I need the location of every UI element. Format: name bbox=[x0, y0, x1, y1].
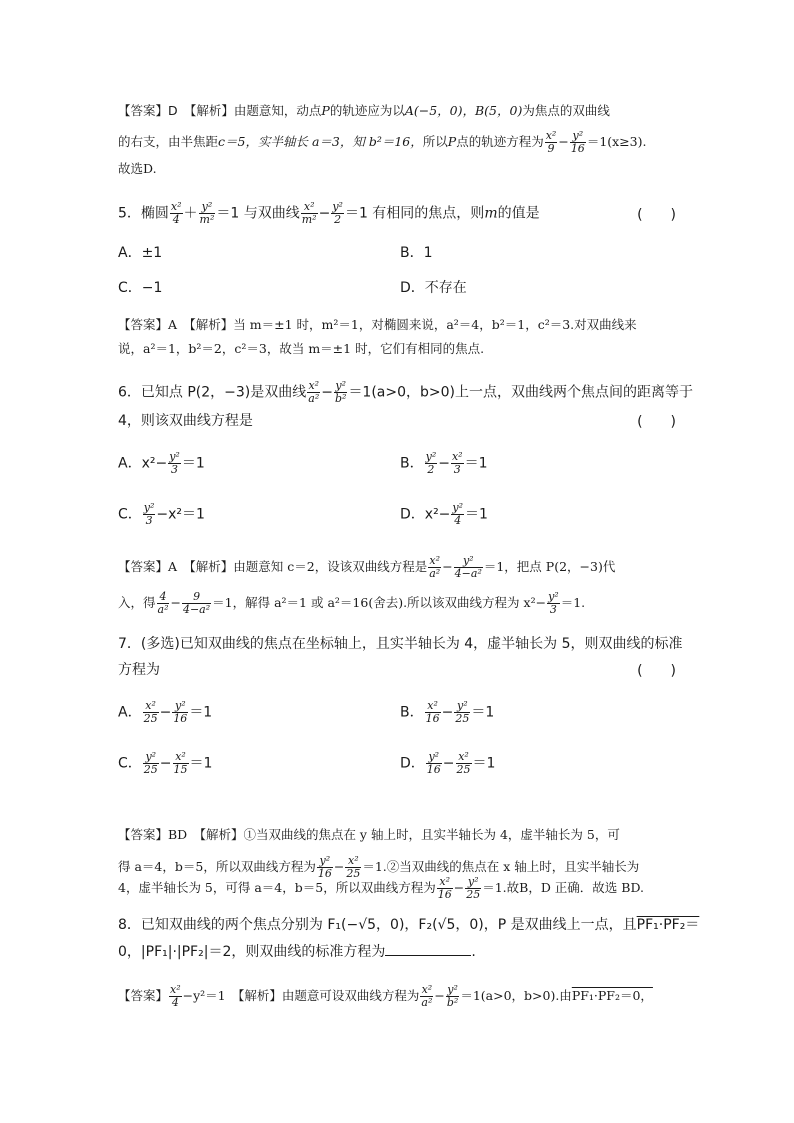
q6-stem-line2: 4，则该双曲线方程是 bbox=[118, 413, 253, 429]
q5-answer-line2: 说，a²＝1，b²＝2，c²＝3，故当 m＝±1 时，它们有相同的焦点. bbox=[118, 341, 485, 356]
q6-option-d: D．x²− $\frac{\text{y²}}{4}$ ＝1 bbox=[400, 501, 488, 527]
q5-stem: 5．椭圆 $\frac{\text{x²}}{4}$ ＋ $\frac{\text{y²}}{\text{m²}}$ ＝1 与双曲线 $\frac{\text{x²}}{\text{m²}}$ − $\frac{\text{y²}}{2}$ ＝1 有相同的焦点，则m的值是 bbox=[118, 200, 540, 226]
q6-answer-bracket: ( ) bbox=[637, 414, 676, 430]
q7-option-c: C． $\frac{\text{y²}}{25}$ − $\frac{\text{x²}}{15}$ ＝1 bbox=[118, 750, 213, 776]
q6-option-a: A．x²− $\frac{\text{y²}}{3}$ ＝1 bbox=[118, 450, 205, 476]
q8-answer-line1: 【答案】 $\frac{\text{x²}}{4}$ −y²＝1 【解析】由题意可设双曲线方程为 $\frac{\text{x²}}{\text{a²}}$ − $\frac{\text{y²}}{\text{b²}}$ ＝1(a>0，b>0).由PF₁·PF₂＝0， bbox=[118, 983, 653, 1009]
q6-option-b: B． $\frac{\text{y²}}{2}$ − $\frac{\text{x²}}{3}$ ＝1 bbox=[400, 450, 488, 476]
q8-stem-line1: 8．已知双曲线的两个焦点分别为 F₁(−√5，0)，F₂(√5，0)，P 是双曲线上一点，且PF₁·PF₂＝ bbox=[118, 917, 700, 933]
q7-answer-line2: 得 a＝4，b＝5，所以双曲线方程为 $\frac{\text{y²}}{16}$ − $\frac{\text{x²}}{25}$ ＝1.②当双曲线的焦点在 x 轴上时，且实半轴长为 bbox=[118, 854, 640, 880]
q5-option-c: C．−1 bbox=[118, 280, 163, 296]
q6-answer-line1: 【答案】A 【解析】由题意知 c＝2，设该双曲线方程是 $\frac{\text{x²}}{\text{a²}}$ − $\frac{\text{y²}}{\text{4−a²}}$ ＝1，把点 P(2，−3)代 bbox=[118, 554, 616, 580]
q4-answer-line2: 的右支，由半焦距c＝5，实半轴长 a＝3，知 b²＝16，所以P点的轨迹方程为 $\frac{\text{x²}}{9}$ − $\frac{\text{y²}}{16}$ ＝1(x≥3). bbox=[118, 129, 647, 155]
q5-option-a: A．±1 bbox=[118, 245, 163, 261]
q8-stem-line2: 0，|PF₁|·|PF₂|＝2，则双曲线的标准方程为 . bbox=[118, 941, 678, 962]
q7-option-a: A． $\frac{\text{x²}}{25}$ − $\frac{\text{y²}}{16}$ ＝1 bbox=[118, 699, 213, 725]
q6-answer-line2: 入，得 $\frac{4}{\text{a²}}$ − $\frac{9}{\text{4−a²}}$ ＝1，解得 a²＝1 或 a²＝16(舍去).所以该双曲线方程为 x²− $\frac{\text{y²}}{3}$ ＝1. bbox=[118, 590, 586, 616]
answer-blank[interactable] bbox=[385, 941, 471, 956]
fraction: $\frac{\text{y²}}{16}$ bbox=[570, 129, 585, 155]
q4-answer-line3: 故选D. bbox=[118, 161, 157, 176]
q7-option-d: D． $\frac{\text{y²}}{16}$ − $\frac{\text{x²}}{25}$ ＝1 bbox=[400, 750, 496, 776]
fraction: $\frac{\text{x²}}{9}$ bbox=[545, 129, 557, 155]
q6-option-c: C． $\frac{\text{y²}}{3}$ −x²＝1 bbox=[118, 501, 205, 527]
q5-option-d: D．不存在 bbox=[400, 280, 467, 296]
q4-answer-line1: 【答案】D 【解析】由题意知，动点P的轨迹应为以A(−5，0)，B(5，0)为焦点的双曲线 bbox=[118, 103, 610, 118]
q7-stem-line1: 7．(多选)已知双曲线的焦点在坐标轴上，且实半轴长为 4，虚半轴长为 5，则双曲线的标准 bbox=[118, 636, 683, 652]
q5-answer-bracket: ( ) bbox=[637, 207, 676, 223]
q5-option-b: B．1 bbox=[400, 245, 433, 261]
q7-answer-line1: 【答案】BD 【解析】①当双曲线的焦点在 y 轴上时，且实半轴长为 4，虚半轴长为 5，可 bbox=[118, 827, 620, 842]
q7-option-b: B． $\frac{\text{x²}}{16}$ − $\frac{\text{y²}}{25}$ ＝1 bbox=[400, 699, 495, 725]
q7-answer-bracket: ( ) bbox=[637, 663, 676, 679]
q7-stem-line2: 方程为 bbox=[118, 662, 160, 678]
q5-answer-line1: 【答案】A 【解析】当 m＝±1 时，m²＝1，对椭圆来说，a²＝4，b²＝1，c²＝3.对双曲线来 bbox=[118, 317, 637, 332]
q7-answer-line3: 4，虚半轴长为 5，可得 a＝4，b＝5，所以双曲线方程为 $\frac{\text{x²}}{16}$ − $\frac{\text{y²}}{25}$ ＝1.故B，D 正确．故选 BD. bbox=[118, 875, 645, 901]
q6-stem-line1: 6．已知点 P(2，−3)是双曲线 $\frac{\text{x²}}{\text{a²}}$ − $\frac{\text{y²}}{\text{b²}}$ ＝1(a>0，b>0)上一点，双曲线两个焦点间的距离等于 bbox=[118, 379, 694, 405]
